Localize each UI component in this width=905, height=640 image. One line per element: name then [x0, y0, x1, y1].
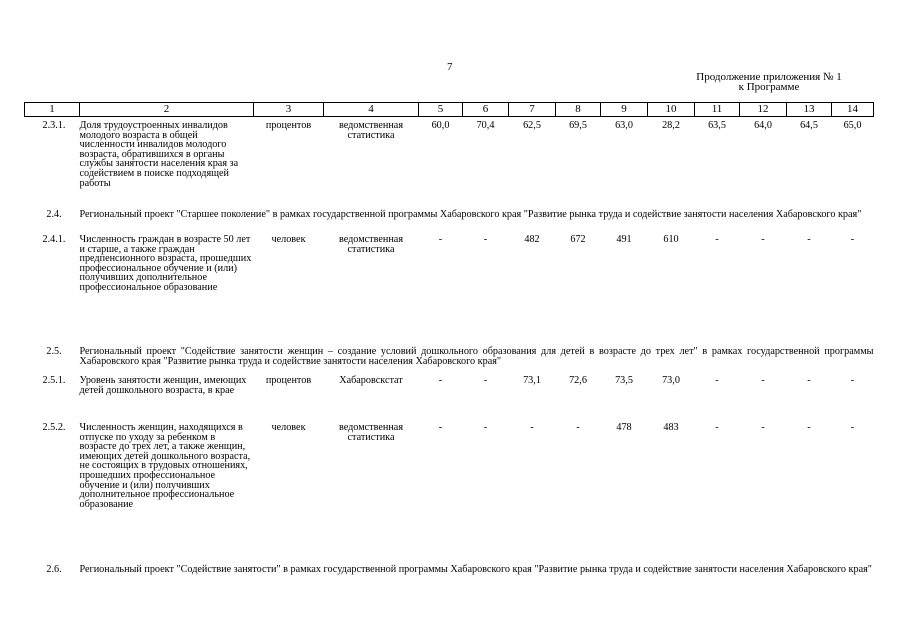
header-cell: 11 — [695, 103, 740, 117]
project-row — [25, 205, 874, 232]
value-cell: - — [807, 375, 811, 386]
table-row — [25, 117, 874, 206]
value-cell: 478 — [616, 422, 632, 433]
header-cell: 7 — [509, 103, 556, 117]
value-cell: - — [715, 234, 719, 245]
value-cell: - — [850, 375, 855, 386]
value-cell: 72,6 — [569, 375, 587, 386]
indicator-name: Уровень занятости женщин, имеющих детей дошкольного возраста, в крае — [79, 375, 247, 396]
value-cell: - — [576, 422, 580, 433]
value-cell: 73,5 — [615, 375, 633, 386]
value-cell: - — [483, 422, 488, 433]
value-cell: 63,5 — [708, 120, 726, 131]
header-cell: 3 — [254, 103, 324, 117]
value-cell: 73,1 — [523, 375, 541, 386]
row-number: 2.4.1. — [42, 234, 66, 245]
value-cell: - — [438, 375, 443, 386]
row-number: 2.5.1. — [42, 375, 66, 386]
value-cell: - — [761, 422, 765, 433]
value-cell: 63,0 — [615, 120, 633, 131]
source-cell: ведомственная статистика — [338, 422, 404, 443]
row-number: 2.4. — [46, 209, 62, 220]
indicator-name: Доля трудоустроенных инвалидов молодого возраста в общей численности инвалидов молодого возраста, обратившихся в органы службы занятости населения края за содействием в поиске подходящей работы — [79, 120, 239, 189]
value-cell: 610 — [663, 234, 679, 245]
value-cell: 64,0 — [754, 120, 772, 131]
source-cell: ведомственная статистика — [338, 120, 404, 141]
value-cell: - — [807, 234, 811, 245]
value-cell: 672 — [570, 234, 586, 245]
value-cell: - — [715, 375, 719, 386]
value-cell: - — [438, 234, 443, 245]
value-cell: - — [483, 234, 488, 245]
project-title: Региональный проект "Старшее поколение" в рамках государственной программы Хабаровского края "Развитие рынка труда и содействие занятости населения Хабаровского края" — [79, 209, 862, 220]
table-row — [25, 419, 874, 559]
header-row — [25, 103, 874, 117]
row-number: 2.3.1. — [42, 120, 66, 131]
value-cell: 483 — [663, 422, 679, 433]
value-cell: - — [761, 375, 765, 386]
table-row — [25, 232, 874, 344]
project-row — [25, 559, 874, 589]
project-row — [25, 344, 874, 371]
indicator-name: Численность граждан в возрасте 50 лет и старше, а также граждан предпенсионного возраста, прошедших профессиональное обучение и (или) получивших дополнительное профессиональное образование — [79, 234, 252, 293]
indicator-name: Численность женщин, находящихся в отпуске по уходу за ребенком в возрасте до трех лет, а также женщин, имеющих детей дошкольного возраста, не состоящих в трудовых отношениях, прошедших профессиональное обучение и (или) получивших дополнительное профессиональное образование — [79, 422, 251, 510]
value-cell: - — [850, 234, 855, 245]
value-cell: - — [483, 375, 488, 386]
table-row — [25, 371, 874, 419]
unit-cell: процентов — [265, 375, 312, 386]
header-cell: 1 — [25, 103, 80, 117]
value-cell: 65,0 — [843, 120, 862, 131]
value-cell: - — [807, 422, 811, 433]
value-cell: 73,0 — [662, 375, 680, 386]
header-cell: 9 — [601, 103, 648, 117]
value-cell: 60,0 — [431, 120, 450, 131]
value-cell: 28,2 — [662, 120, 680, 131]
row-number: 2.5.2. — [42, 422, 66, 433]
value-cell: - — [850, 422, 855, 433]
indicators-table — [24, 102, 874, 589]
page-number: 7 — [447, 61, 453, 73]
unit-cell: человек — [271, 422, 306, 433]
continuation-note — [655, 72, 883, 92]
header-cell: 14 — [832, 103, 874, 117]
value-cell: 482 — [524, 234, 540, 245]
value-cell: - — [530, 422, 534, 433]
value-cell: 491 — [616, 234, 632, 245]
value-cell: 70,4 — [476, 120, 495, 131]
value-cell: 64,5 — [800, 120, 818, 131]
unit-cell: человек — [271, 234, 306, 245]
row-number: 2.5. — [46, 346, 62, 357]
source-cell: ведомственная статистика — [338, 234, 404, 255]
value-cell: - — [761, 234, 765, 245]
header-cell: 12 — [740, 103, 787, 117]
header-cell: 13 — [787, 103, 832, 117]
value-cell: 69,5 — [569, 120, 587, 131]
header-cell: 5 — [419, 103, 463, 117]
source-cell: Хабаровскстат — [339, 375, 403, 386]
value-cell: 62,5 — [523, 120, 541, 131]
continuation-line-1: Продолжение приложения № 1 — [696, 71, 842, 83]
header-cell: 2 — [80, 103, 254, 117]
project-title: Региональный проект "Содействие занятости женщин – создание условий дошкольного образования для детей в возрасте до трех лет" в рамках государственной программы Хабаровского края "Развитие рынка труда и содействие занятости населения Хабаровского края" — [79, 346, 874, 367]
value-cell: - — [438, 422, 443, 433]
project-title: Региональный проект "Содействие занятости" в рамках государственной программы Хабаровского края "Развитие рынка труда и содействие занятости населения Хабаровского края" — [79, 564, 872, 575]
unit-cell: процентов — [265, 120, 312, 131]
value-cell: - — [715, 422, 719, 433]
header-cell: 6 — [463, 103, 509, 117]
header-cell: 8 — [556, 103, 601, 117]
row-number: 2.6. — [46, 564, 62, 575]
continuation-line-2: к Программе — [738, 81, 800, 93]
header-cell: 10 — [648, 103, 695, 117]
header-cell: 4 — [324, 103, 419, 117]
